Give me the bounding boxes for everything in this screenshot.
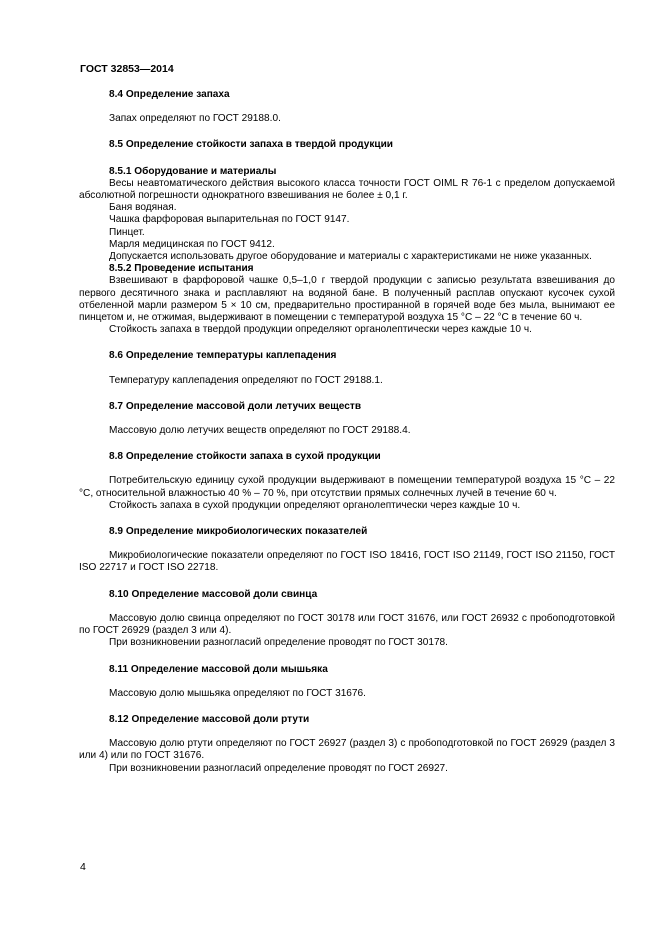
section-heading: 8.5 Определение стойкости запаха в твердой продукции <box>109 139 393 151</box>
paragraph: Весы неавтоматического действия высокого класса точности ГОСТ OIML R 76-1 с пределом допускаемой абсолютной погрешности однократного взвешивания не более ± 0,1 г. <box>79 177 615 202</box>
paragraph: Стойкость запаха в сухой продукции определяют органолептически через каждые 10 ч. <box>109 499 521 511</box>
paragraph: Чашка фарфоровая выпарительная по ГОСТ 9147. <box>109 214 350 226</box>
paragraph: Потребительскую единицу сухой продукции выдерживают в помещении температурой воздуха 15 °С – 22 °С, относительной влажностью 40 % – 70 %, при отсутствии прямых солнечных лучей в течение 60 ч. <box>79 475 615 499</box>
paragraph: Стойкость запаха в твердой продукции определяют органолептически через каждые 10 ч. <box>109 324 532 336</box>
paragraph: Массовую долю летучих веществ определяют по ГОСТ 29188.4. <box>109 425 411 437</box>
section-heading: 8.11 Определение массовой доли мышьяка <box>109 663 328 675</box>
section-heading: 8.5.1 Оборудование и материалы <box>109 165 277 177</box>
paragraph: Массовую долю ртути определяют по ГОСТ 26927 (раздел 3) с пробоподготовкой по ГОСТ 26929 (раздел 3 или 4) или по ГОСТ 31676. <box>79 738 615 762</box>
section-heading: 8.10 Определение массовой доли свинца <box>109 588 318 600</box>
page-number: 4 <box>80 861 86 873</box>
section-heading: 8.4 Определение запаха <box>109 89 230 100</box>
document-body <box>79 89 615 775</box>
paragraph: Взвешивают в фарфоровой чашке 0,5–1,0 г твердой продукции с записью результата взвешивания до первого десятичного знака и расплавляют на водяной бане. В полученный расплав опускают кусочек сухой отбеленной марли размером 5 × 10 см, предварительно простиранной в горячей воде без мыла, вынимают ее пинцетом и, не отжимая, выдерживают в помещении с температурой воздуха 15 °С – 22 °С в течение 60 ч. <box>79 275 615 324</box>
paragraph: Микробиологические показатели определяют по ГОСТ ISO 18416, ГОСТ ISO 21149, ГОСТ ISO 21150, ГОСТ ISO 22717 и ГОСТ ISO 22718. <box>79 550 615 574</box>
section-heading: 8.7 Определение массовой доли летучих веществ <box>109 400 362 412</box>
running-header: ГОСТ 32853—2014 <box>80 63 174 75</box>
paragraph: При возникновении разногласий определение проводят по ГОСТ 26927. <box>109 762 448 774</box>
section-heading: 8.5.2 Проведение испытания <box>109 263 254 275</box>
paragraph: Баня водяная. <box>109 202 177 214</box>
paragraph: Пинцет. <box>109 226 145 238</box>
paragraph: При возникновении разногласий определение проводят по ГОСТ 30178. <box>109 637 448 649</box>
section-heading: 8.12 Определение массовой доли ртути <box>109 713 310 725</box>
paragraph: Температуру каплепадения определяют по ГОСТ 29188.1. <box>109 374 383 386</box>
section-heading: 8.8 Определение стойкости запаха в сухой продукции <box>109 451 381 463</box>
paragraph: Массовую долю свинца определяют по ГОСТ 30178 или ГОСТ 31676, или ГОСТ 26932 с пробоподготовкой по ГОСТ 26929 (раздел 3 или 4). <box>79 612 615 637</box>
paragraph: Запах определяют по ГОСТ 29188.0. <box>109 113 281 125</box>
paragraph: Допускается использовать другое оборудование и материалы с характеристиками не ниже указанных. <box>109 251 592 263</box>
paragraph: Массовую долю мышьяка определяют по ГОСТ 31676. <box>109 687 366 699</box>
paragraph: Марля медицинская по ГОСТ 9412. <box>109 238 275 250</box>
section-heading: 8.9 Определение микробиологических показателей <box>109 526 368 538</box>
section-heading: 8.6 Определение температуры каплепадения <box>109 350 337 362</box>
